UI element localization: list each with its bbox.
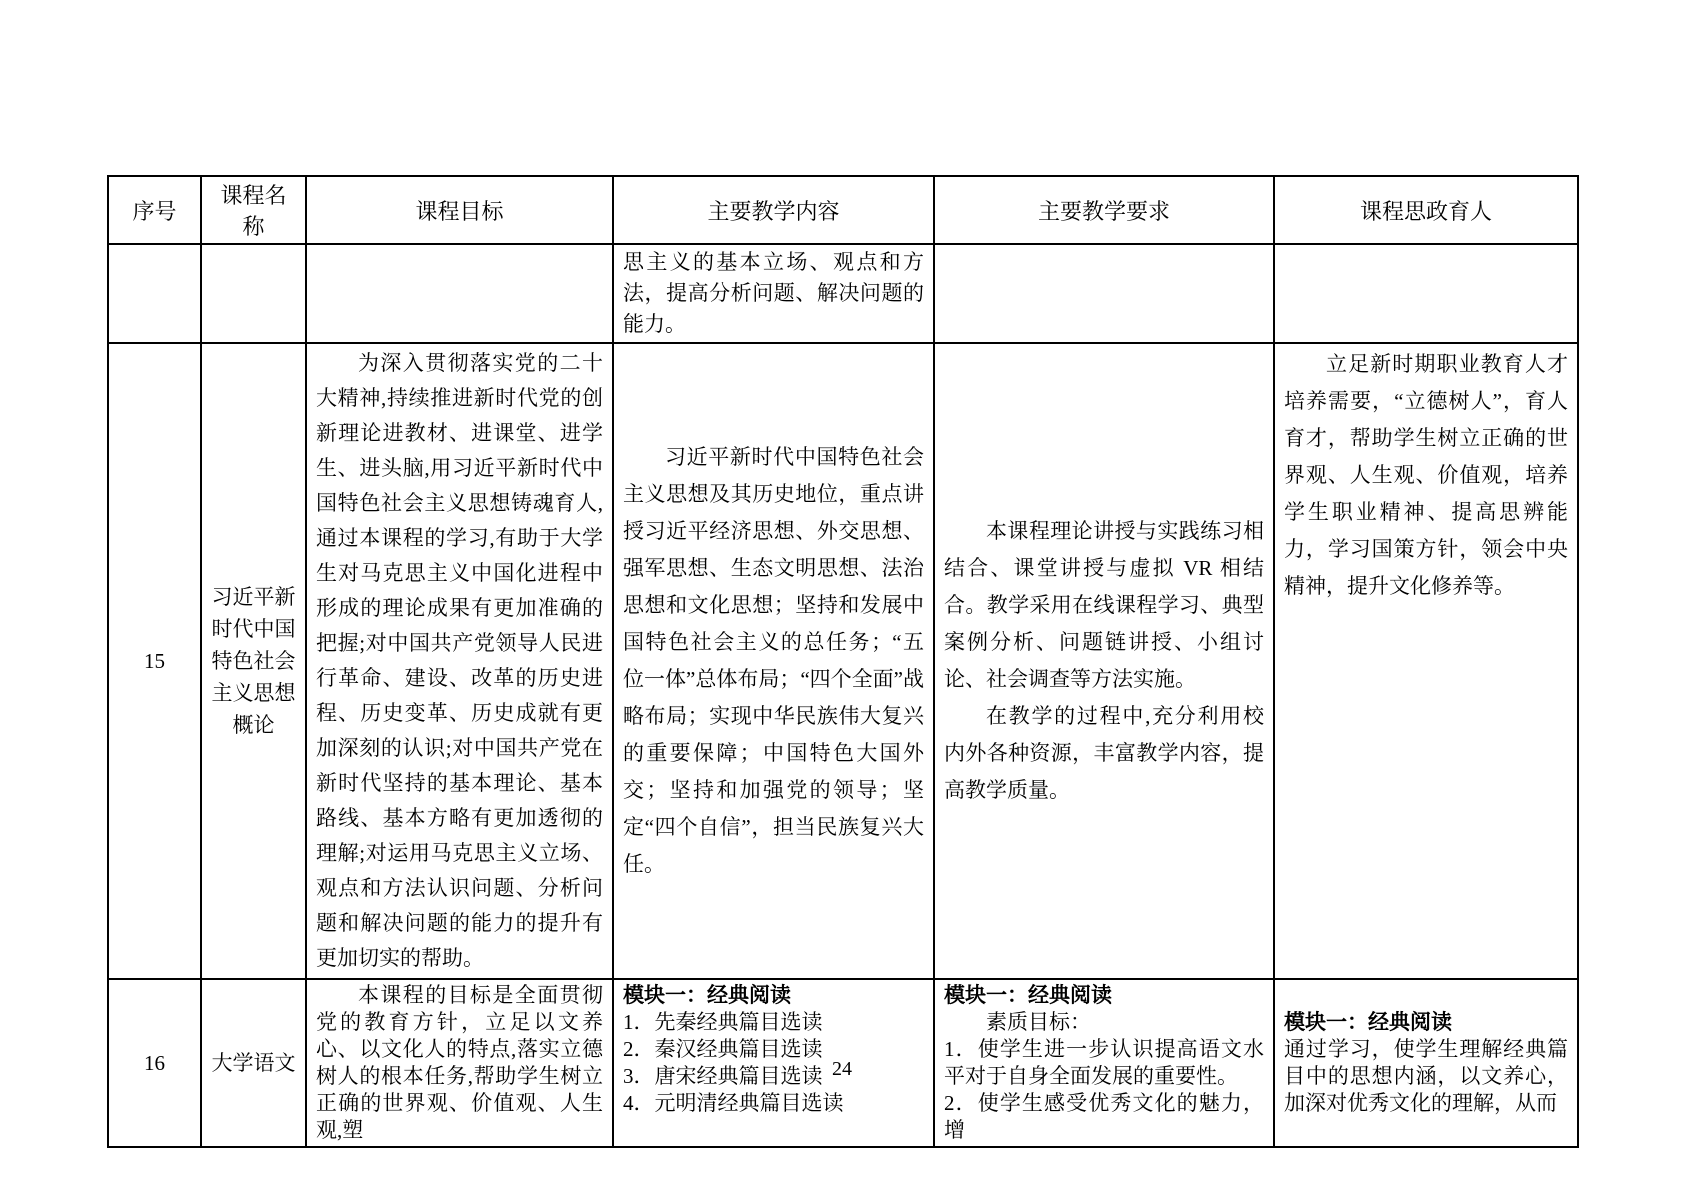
header-course-name: 课程名称 <box>201 176 306 244</box>
cell-15-requirements <box>934 343 1274 979</box>
content-list-item: 1．先秦经典篇目选读 <box>623 1010 823 1034</box>
cell-15-ideology <box>1274 343 1578 979</box>
content-list-item: 3．唐宋经典篇目选读 <box>623 1064 823 1088</box>
cell-16-index: 16 <box>108 979 201 1147</box>
requirements-paragraph-1: 本课程理论讲授与实践练习相结合、课堂讲授与虚拟 VR 相结合。教学采用在线课程学习、典型案例分析、问题链讲授、小组讨论、社会调查等方法实施。 <box>944 519 1264 691</box>
cell-cont-requirements <box>934 244 1274 343</box>
header-teaching-content: 主要教学内容 <box>613 176 934 244</box>
requirements-list-item: 2．使学生感受优秀文化的魅力，增 <box>944 1091 1264 1142</box>
cell-cont-content <box>613 244 934 343</box>
content-list-item: 2．秦汉经典篇目选读 <box>623 1037 823 1061</box>
cell-cont-name <box>201 244 306 343</box>
continuation-text: 思主义的基本立场、观点和方法，提高分析问题、解决问题的能力。 <box>623 250 924 336</box>
objectives-paragraph: 本课程的目标是全面贯彻党的教育方针，立足以文养心、以文化人的特点,落实立德树人的根本任务,帮助学生树立正确的世界观、价值观、人生观,塑 <box>316 983 603 1142</box>
requirements-subtitle: 素质目标： <box>986 1010 1091 1034</box>
requirements-paragraph-2: 在教学的过程中,充分利用校内外各种资源，丰富教学内容，提高教学质量。 <box>944 704 1264 802</box>
course-syllabus-table <box>107 175 1579 1148</box>
table-row-15 <box>108 343 1578 979</box>
ideology-paragraph: 立足新时期职业教育人才培养需要，“立德树人”，育人育才，帮助学生树立正确的世界观、人生观、价值观，培养学生职业精神、提高思辨能力，学习国策方针，领会中央精神，提升文化修养等。 <box>1284 352 1568 598</box>
objectives-paragraph: 为深入贯彻落实党的二十大精神,持续推进新时代党的创新理论进教材、进课堂、进学生、进头脑,用习近平新时代中国特色社会主义思想铸魂育人,通过本课程的学习,有助于大学生对马克思主义中国化进程中形成的理论成果有更加准确的把握;对中国共产党领导人民进行革命、建设、改革的历史进程、历史变革、历史成就有更加深刻的认识;对中国共产党在新时代坚持的基本理论、基本路线、基本方略有更加透彻的理解;对运用马克思主义立场、观点和方法认识问题、分析问题和解决问题的能力的提升有更加切实的帮助。 <box>316 351 603 970</box>
module-title: 模块一：经典阅读 <box>1284 1011 1452 1034</box>
table-row-continuation <box>108 244 1578 343</box>
page-number: 24 <box>832 1058 852 1080</box>
requirements-list-item: 1．使学生进一步认识提高语文水平对于自身全面发展的重要性。 <box>944 1037 1264 1088</box>
header-course-objectives: 课程目标 <box>306 176 613 244</box>
header-ideology-education: 课程思政育人 <box>1274 176 1578 244</box>
header-index: 序号 <box>108 176 201 244</box>
cell-cont-ideology <box>1274 244 1578 343</box>
module-title: 模块一：经典阅读 <box>623 984 791 1007</box>
cell-15-index: 15 <box>108 343 201 979</box>
cell-15-content <box>613 343 934 979</box>
module-title: 模块一：经典阅读 <box>944 984 1112 1007</box>
header-teaching-requirements: 主要教学要求 <box>934 176 1274 244</box>
cell-cont-index <box>108 244 201 343</box>
cell-cont-objectives <box>306 244 613 343</box>
cell-16-course-name: 大学语文 <box>201 979 306 1147</box>
content-list-item: 4．元明清经典篇目选读 <box>623 1091 844 1115</box>
table-header-row <box>108 176 1578 244</box>
ideology-paragraph: 通过学习，使学生理解经典篇目中的思想内涵，以文养心，加深对优秀文化的理解，从而 <box>1284 1037 1568 1115</box>
cell-15-course-name: 习近平新时代中国特色社会主义思想概论 <box>201 343 306 979</box>
cell-15-objectives <box>306 343 613 979</box>
content-paragraph: 习近平新时代中国特色社会主义思想及其历史地位，重点讲授习近平经济思想、外交思想、强军思想、生态文明思想、法治思想和文化思想；坚持和发展中国特色社会主义的总任务；“五位一体”总体布局；“四个全面”战略布局；实现中华民族伟大复兴的重要保障；中国特色大国外交；坚持和加强党的领导；坚定“四个自信”，担当民族复兴大任。 <box>623 445 924 876</box>
